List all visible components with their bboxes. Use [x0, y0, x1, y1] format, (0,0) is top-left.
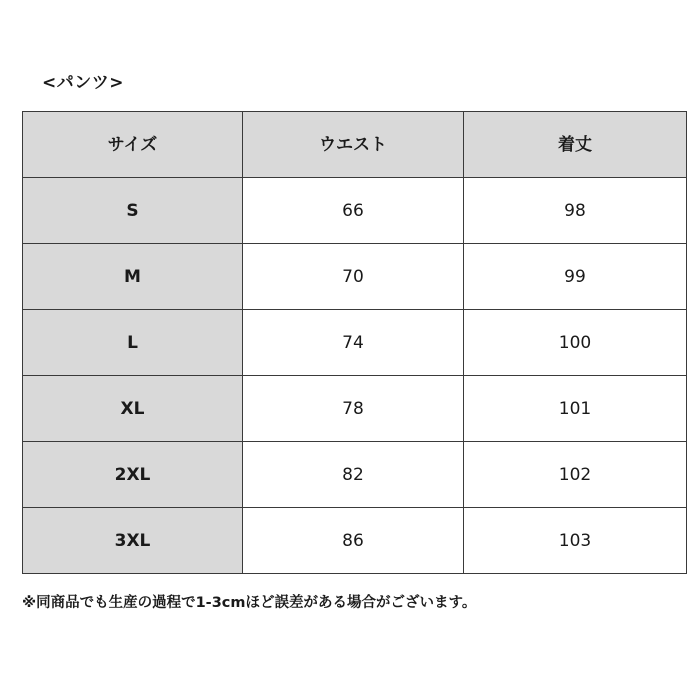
length-cell: 98 [464, 178, 687, 244]
length-cell: 100 [464, 310, 687, 376]
table-row [23, 178, 687, 244]
measurement-note: ※同商品でも生産の過程で1-3cmほど誤差がある場合がございます。 [22, 595, 477, 611]
waist-cell: 74 [243, 310, 464, 376]
size-table [22, 111, 687, 574]
length-cell: 103 [464, 508, 687, 574]
section-title: <パンツ> [42, 73, 124, 93]
length-cell: 99 [464, 244, 687, 310]
table-row [23, 310, 687, 376]
size-cell: XL [23, 376, 243, 442]
table-row [23, 376, 687, 442]
waist-cell: 82 [243, 442, 464, 508]
header-waist: ウエスト [243, 112, 464, 178]
waist-cell: 70 [243, 244, 464, 310]
length-cell: 101 [464, 376, 687, 442]
table-row [23, 508, 687, 574]
size-cell: 2XL [23, 442, 243, 508]
table-row [23, 442, 687, 508]
table-row [23, 244, 687, 310]
waist-cell: 86 [243, 508, 464, 574]
waist-cell: 78 [243, 376, 464, 442]
size-cell: 3XL [23, 508, 243, 574]
header-size: サイズ [23, 112, 243, 178]
length-cell: 102 [464, 442, 687, 508]
size-cell: S [23, 178, 243, 244]
header-length: 着丈 [464, 112, 687, 178]
size-cell: M [23, 244, 243, 310]
waist-cell: 66 [243, 178, 464, 244]
size-cell: L [23, 310, 243, 376]
table-header-row [23, 112, 687, 178]
